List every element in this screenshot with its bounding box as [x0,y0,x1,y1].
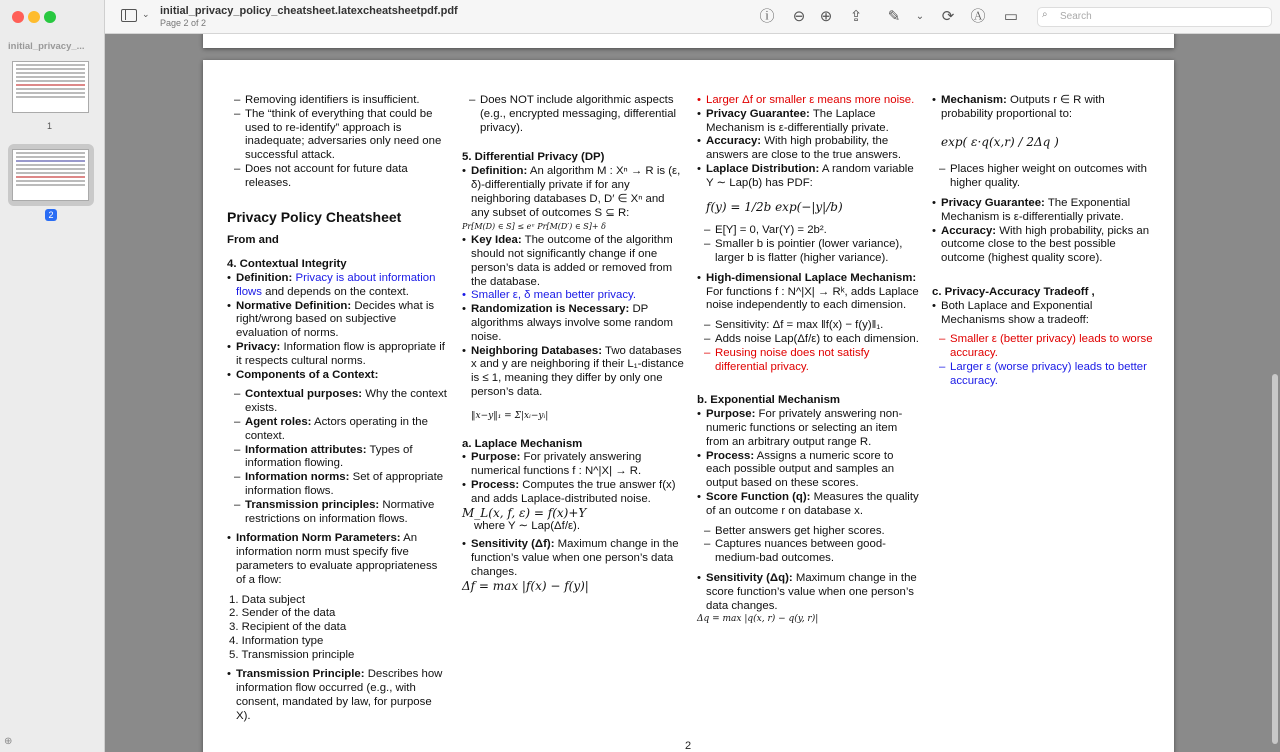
list-item: – Smaller ε (better privacy) leads to worse accuracy. [932,333,1154,361]
list-item: • Privacy Guarantee: The Exponential Mechanism is ε-differentially private. [932,197,1154,225]
zoom-in-icon[interactable]: ⊕ [819,8,833,25]
list-item: – Transmission principles: Normative restrictions on information flows. [227,499,449,527]
page-title: Privacy Policy Cheatsheet [227,208,402,225]
list-item: – The “think of everything that could be used to re-identify” approach is inadequate; adversaries only need one successful attack. [227,108,449,163]
rotate-icon[interactable]: ⟳ [941,8,955,25]
list-item: – Larger ε (worse privacy) leads to better accuracy. [932,361,1154,389]
column-1 [227,94,449,724]
list-item: • Mechanism: Outputs r ∈ R with probability proportional to: [932,94,1154,122]
formula-note: where Y ∼ Lap(Δf/ε). [474,520,581,533]
toolbar [105,0,1280,34]
list-item: • Normative Definition: Decides what is right/wrong based on subjective evaluation of norms. [227,300,449,341]
list-item: • Key Idea: The outcome of the algorithm should not significantly change if one person’s data is added or removed from the database. [462,234,684,289]
form-fill-icon[interactable]: ▭ [1003,8,1019,25]
info-icon[interactable]: ⓘ [759,8,775,25]
column-2 [462,94,684,593]
list-item: – Removing identifiers is insufficient. [227,94,449,108]
list-item: • Purpose: For privately answering non-numeric functions or selecting an item from an arbitrary output range R. [697,408,919,449]
share-icon[interactable]: ⇪ [849,8,863,25]
list-item: • Accuracy: With high probability, the answers are close to the true answers. [697,135,919,163]
list-item: • Laplace Distribution: A random variable Y ∼ Lap(b) has PDF: [697,163,919,191]
formula: Pr[M(D) ∈ S] ≤ eᵋ Pr[M(D′) ∈ S]+ δ [462,222,606,232]
list-item: • Privacy Guarantee: The Laplace Mechanism is ε-differentially private. [697,108,919,136]
subtitle: From and [227,234,279,247]
list-item: – Contextual purposes: Why the context exists. [227,388,449,416]
list-item: – Captures nuances between good-medium-bad outcomes. [697,538,919,566]
search-icon: ⌕ [1042,9,1048,20]
list-item: • Larger Δf or smaller ε means more noise. [697,94,919,108]
formula: f(y) = 1/2b exp(−|y|/b) [706,199,843,214]
sidebar-toggle-icon[interactable] [121,9,137,22]
list-item: – Information attributes: Types of information flowing. [227,444,449,472]
zoom-window-button[interactable] [44,11,56,23]
list-item: • Components of a Context: [227,369,449,383]
page-2-label: 2 [45,209,57,221]
scrollbar[interactable] [1272,374,1278,744]
section-heading: a. Laplace Mechanism [462,437,583,450]
list-item: • Transmission Principle: Describes how information flow occurred (e.g., with consent, mandated by law, for purpose X). [227,668,449,723]
list-item: • Definition: An algorithm M : Xⁿ → R is (ε, δ)-differentially private if for any neighboring databases D, D′ ∈ Xⁿ and any subset of outcomes S ⊆ R: [462,165,684,220]
list-item: • Privacy: Information flow is appropriate if it respects cultural norms. [227,341,449,369]
list-item: – Agent roles: Actors operating in the context. [227,416,449,444]
page-1-bottom [203,34,1174,48]
list-item: • Neighboring Databases: Two databases x and y are neighboring if their L₁-distance is ≤ 1, meaning they differ by only one person’s data. [462,345,684,400]
list-item: – Does not account for future data releases. [227,163,449,191]
minimize-window-button[interactable] [28,11,40,23]
list-item: – Information norms: Set of appropriate information flows. [227,471,449,499]
document-viewer[interactable] [105,34,1280,752]
page-2-thumbnail-selected[interactable] [8,144,94,206]
list-item: • High-dimensional Laplace Mechanism: For functions f : N^|X| → Rᵏ, adds Laplace noise independently to each dimension. [697,272,919,313]
page-1-thumbnail[interactable] [12,61,89,113]
list-item: • Process: Assigns a numeric score to each possible output and samples an output based on these scores. [697,450,919,491]
markup-pen-icon[interactable]: ✎ [887,8,901,25]
section-heading: b. Exponential Mechanism [697,394,841,407]
document-title: initial_privacy_policy_cheatsheet.latexcheatsheetpdf.pdf [160,5,458,17]
list-item: • Randomization is Necessary: DP algorithms always involve some random noise. [462,303,684,344]
page-info: Page 2 of 2 [160,18,207,28]
list-item: – Does NOT include algorithmic aspects (e.g., encrypted messaging, differential privacy). [462,94,684,135]
section-heading: 4. Contextual Integrity [227,258,347,271]
list-item: – Sensitivity: Δf = max ‖f(x) − f(y)‖₁. [697,319,919,333]
section-heading: 5. Differential Privacy (DP) [462,151,605,164]
list-item: • Sensitivity (Δq): Maximum change in the score function’s value when one person’s data changes. [697,572,919,613]
page-1-label: 1 [47,121,53,131]
list-item: 4. Information type [229,634,324,647]
list-item: • Definition: Privacy is about information flows and depends on the context. [227,272,449,300]
search-input[interactable]: Search [1037,7,1272,27]
list-item: • Score Function (q): Measures the quality of an outcome r on database x. [697,491,919,519]
add-icon[interactable]: ⊕ [4,736,13,747]
list-item: • Accuracy: With high probability, picks an outcome close to the best possible outcome (highest quality score). [932,225,1154,266]
list-item: • Smaller ε, δ mean better privacy. [462,289,684,303]
chevron-down-icon[interactable]: ⌄ [915,11,925,22]
formula: M_L(x, f, ε) = f(x)+Y [462,505,587,520]
formula: Δf = max |f(x) − f(y)| [462,578,589,593]
list-item: – Reusing noise does not satisfy differential privacy. [697,347,919,375]
thumbnail-sidebar [0,0,105,752]
list-item: – Places higher weight on outcomes with higher quality. [932,163,1154,191]
list-item: 5. Transmission principle [229,648,355,661]
list-item: 1. Data subject [229,593,305,606]
column-4 [932,94,1154,389]
chevron-down-icon[interactable]: ⌄ [142,9,150,19]
list-item: • Both Laplace and Exponential Mechanisms show a tradeoff: [932,300,1154,328]
formula: exp( ε·q(x,r) / 2Δq ) [941,134,1059,149]
list-item: – Better answers get higher scores. [697,525,919,539]
column-3 [697,94,919,627]
list-item: – Adds noise Lap(Δf/ε) to each dimension. [697,333,919,347]
list-item: • Information Norm Parameters: An information norm must specify five parameters to evaluate appropriateness of a flow: [227,532,449,587]
page-number: 2 [685,740,692,752]
page-2 [203,60,1174,752]
section-heading: c. Privacy-Accuracy Tradeoff , [932,285,1095,298]
list-item: • Sensitivity (Δf): Maximum change in the function’s value when one person’s data changes. [462,538,684,579]
annotate-icon[interactable]: Ⓐ [970,8,986,25]
list-item: – E[Y] = 0, Var(Y) = 2b². [697,224,919,238]
list-item: • Purpose: For privately answering numerical functions f : N^|X| → R. [462,451,684,479]
close-window-button[interactable] [12,11,24,23]
list-item: – Smaller b is pointier (lower variance), larger b is flatter (higher variance). [697,238,919,266]
list-item: 2. Sender of the data [229,607,336,620]
list-item: 3. Recipient of the data [229,621,347,634]
list-item: • Process: Computes the true answer f(x) and adds Laplace-distributed noise. [462,479,684,507]
formula: Δq = max |q(x, r) − q(y, r)| [697,614,819,625]
zoom-out-icon[interactable]: ⊖ [792,8,806,25]
sidebar-filename: initial_privacy_... [8,41,85,52]
formula: ‖x−y‖₁ = Σ|xᵢ−yᵢ| [471,410,549,421]
